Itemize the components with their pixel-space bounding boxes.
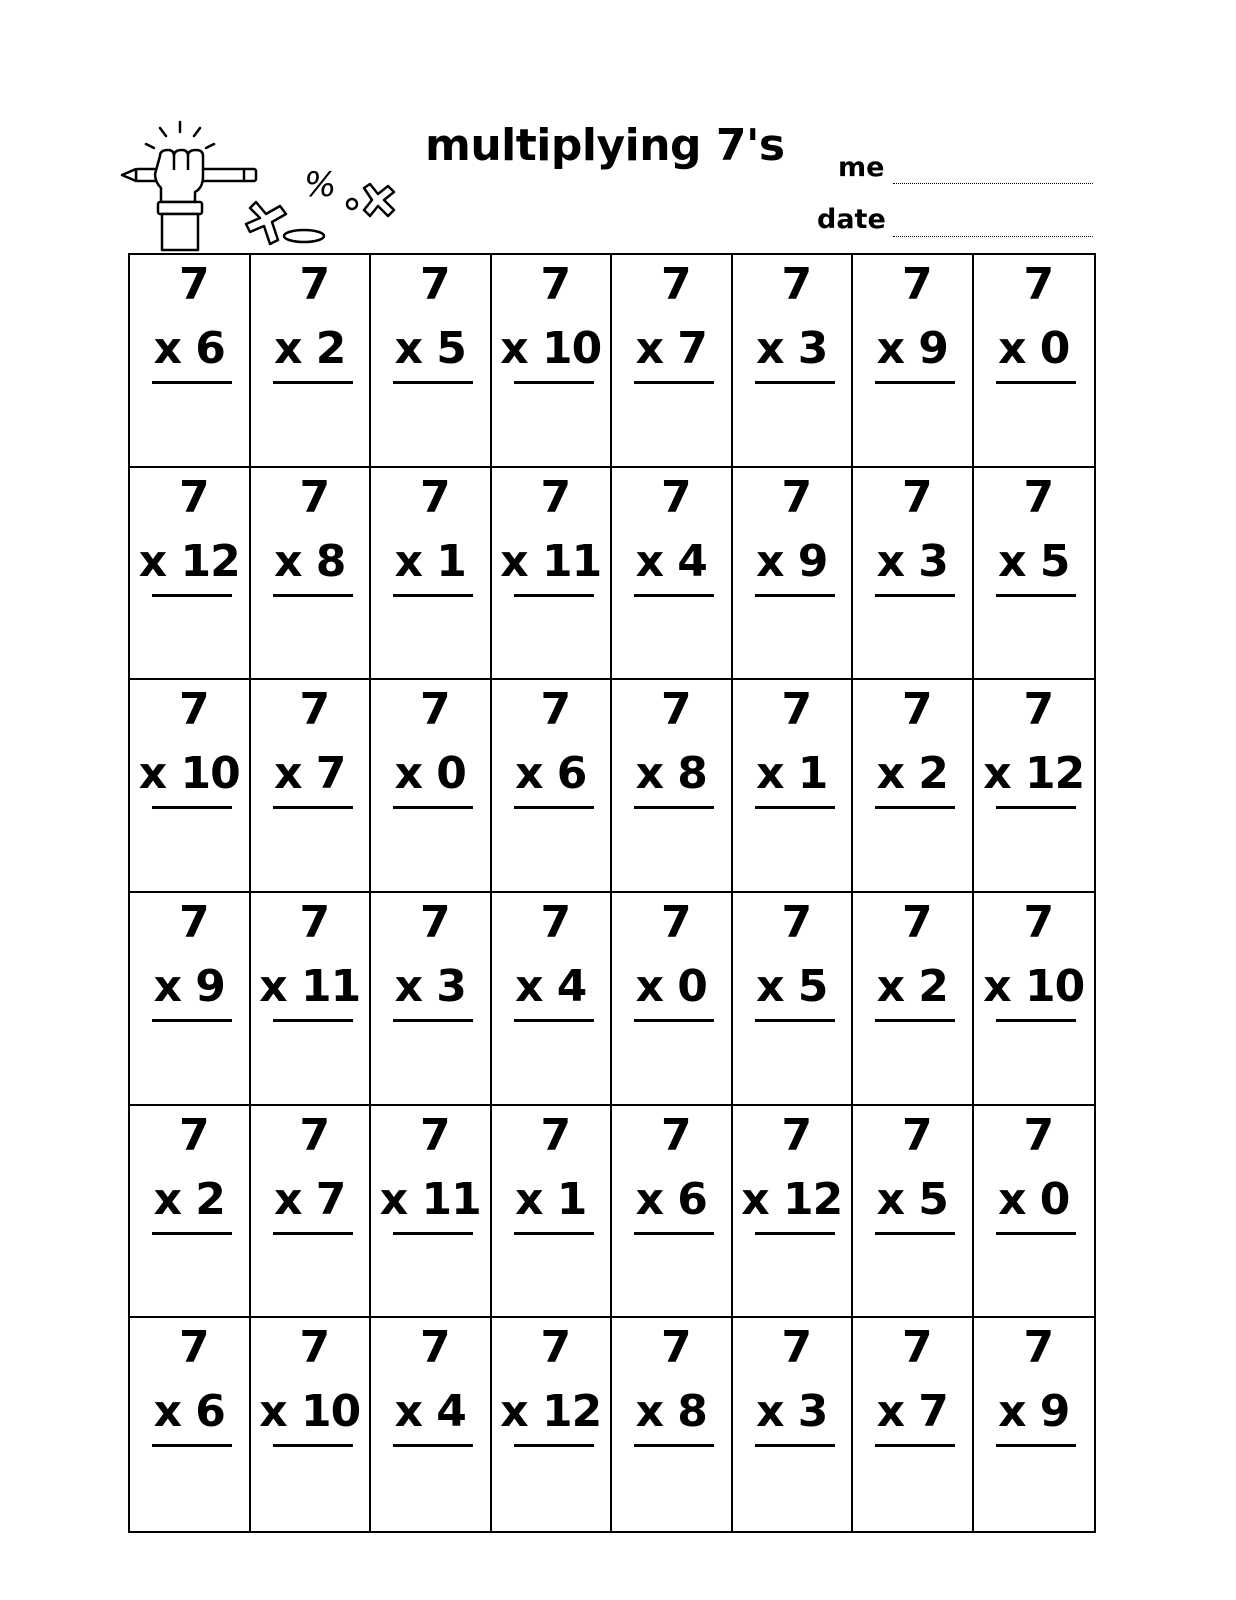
answer-line — [273, 1019, 353, 1022]
problem-cell[interactable] — [130, 255, 251, 468]
problem-cell[interactable] — [130, 893, 251, 1106]
answer-line — [875, 381, 955, 384]
multiplier: x 2 — [876, 961, 948, 1012]
answer-line — [875, 806, 955, 809]
problem-cell[interactable] — [733, 893, 854, 1106]
answer-line — [996, 1232, 1076, 1235]
answer-line — [514, 594, 594, 597]
answer-line — [634, 1019, 714, 1022]
answer-line — [514, 381, 594, 384]
multiplicand: 7 — [178, 897, 210, 948]
multiplier: x 6 — [153, 323, 225, 374]
answer-line — [152, 1232, 232, 1235]
problem-cell[interactable] — [371, 1318, 492, 1531]
multiplier: x 6 — [153, 1386, 225, 1438]
problem-cell[interactable] — [130, 1318, 251, 1531]
multiplicand: 7 — [660, 1322, 692, 1374]
multiplier: x 7 — [876, 1386, 948, 1438]
multiplicand: 7 — [781, 471, 813, 523]
multiplicand: 7 — [299, 897, 331, 948]
answer-line — [152, 381, 232, 384]
answer-line — [514, 1019, 594, 1022]
multiplier: x 5 — [876, 1173, 948, 1225]
multiplicand: 7 — [299, 1322, 331, 1374]
multiplier: x 1 — [394, 535, 466, 587]
answer-line — [634, 381, 714, 384]
multiplicand: 7 — [299, 471, 331, 523]
multiplier: x 2 — [876, 748, 948, 800]
multiplier: x 9 — [876, 323, 948, 374]
problem-cell[interactable] — [130, 1106, 251, 1319]
multiplier: x 11 — [500, 535, 602, 587]
answer-line — [273, 381, 353, 384]
multiplicand: 7 — [781, 1322, 813, 1374]
problem-cell[interactable] — [492, 1106, 613, 1319]
multiplier: x 0 — [998, 323, 1070, 374]
problem-cell[interactable] — [733, 255, 854, 468]
answer-line — [152, 594, 232, 597]
multiplicand: 7 — [540, 259, 572, 310]
problem-cell[interactable] — [853, 893, 974, 1106]
multiplicand: 7 — [540, 1109, 572, 1161]
answer-line — [755, 594, 835, 597]
problem-cell[interactable] — [974, 255, 1095, 468]
problem-cell[interactable] — [853, 1318, 974, 1531]
problem-cell[interactable] — [492, 893, 613, 1106]
multiplier: x 2 — [274, 323, 346, 374]
answer-line — [514, 1232, 594, 1235]
multiplier: x 3 — [756, 1386, 828, 1438]
date-field[interactable] — [893, 236, 1093, 237]
multiplicand: 7 — [178, 1322, 210, 1374]
problem-cell[interactable] — [733, 680, 854, 893]
multiplier: x 10 — [259, 1386, 361, 1438]
multiplicand: 7 — [178, 1109, 210, 1161]
multiplier: x 12 — [983, 748, 1085, 800]
answer-line — [393, 806, 473, 809]
problem-cell[interactable] — [251, 255, 372, 468]
percent-symbol: % — [304, 165, 337, 205]
multiplicand: 7 — [419, 471, 451, 523]
problem-cell[interactable] — [612, 680, 733, 893]
answer-line — [634, 594, 714, 597]
problem-cell[interactable] — [492, 680, 613, 893]
answer-line — [996, 806, 1076, 809]
multiplier: x 6 — [515, 748, 587, 800]
problem-cell[interactable] — [733, 468, 854, 681]
multiplicand: 7 — [901, 259, 933, 310]
multiplicand: 7 — [178, 684, 210, 736]
multiplier: x 9 — [153, 961, 225, 1012]
problem-cell[interactable] — [371, 255, 492, 468]
answer-line — [996, 381, 1076, 384]
multiplier: x 7 — [635, 323, 707, 374]
answer-line — [273, 1232, 353, 1235]
multiplicand: 7 — [1023, 471, 1055, 523]
worksheet-title: multiplying 7's — [425, 120, 785, 171]
name-label: me — [838, 152, 885, 183]
hand-pencil-math-icon — [118, 118, 408, 253]
problem-cell[interactable] — [371, 468, 492, 681]
multiplier: x 4 — [394, 1386, 466, 1438]
multiplier: x 12 — [138, 535, 240, 587]
problem-cell[interactable] — [371, 1106, 492, 1319]
multiplier: x 0 — [394, 748, 466, 800]
multiplier: x 8 — [635, 748, 707, 800]
multiplier: x 0 — [635, 961, 707, 1012]
multiplier: x 12 — [500, 1386, 602, 1438]
answer-line — [152, 1444, 232, 1447]
multiplicand: 7 — [901, 1109, 933, 1161]
problem-cell[interactable] — [974, 1318, 1095, 1531]
problem-cell[interactable] — [733, 1106, 854, 1319]
multiplicand: 7 — [781, 684, 813, 736]
answer-line — [875, 1444, 955, 1447]
multiplier: x 11 — [259, 961, 361, 1012]
answer-line — [875, 1019, 955, 1022]
multiplier: x 5 — [756, 961, 828, 1012]
answer-line — [755, 1444, 835, 1447]
problem-cell[interactable] — [612, 893, 733, 1106]
multiplicand: 7 — [1023, 897, 1055, 948]
answer-line — [393, 1232, 473, 1235]
problem-cell[interactable] — [853, 1106, 974, 1319]
multiplicand: 7 — [1023, 259, 1055, 310]
problem-cell[interactable] — [251, 1318, 372, 1531]
multiplicand: 7 — [660, 684, 692, 736]
problem-cell[interactable] — [251, 1106, 372, 1319]
problem-cell[interactable] — [853, 255, 974, 468]
multiplier: x 0 — [998, 1173, 1070, 1225]
multiplicand: 7 — [781, 1109, 813, 1161]
multiplicand: 7 — [781, 259, 813, 310]
multiplier: x 9 — [998, 1386, 1070, 1438]
answer-line — [152, 806, 232, 809]
answer-line — [273, 1444, 353, 1447]
multiplicand: 7 — [660, 471, 692, 523]
answer-line — [514, 806, 594, 809]
date-label: date — [817, 204, 886, 235]
problem-cell[interactable] — [130, 680, 251, 893]
multiplier: x 8 — [274, 535, 346, 587]
answer-line — [755, 806, 835, 809]
answer-line — [875, 1232, 955, 1235]
answer-line — [273, 594, 353, 597]
multiplier: x 12 — [741, 1173, 843, 1225]
multiplier: x 8 — [635, 1386, 707, 1438]
multiplicand: 7 — [901, 684, 933, 736]
multiplier: x 3 — [394, 961, 466, 1012]
problem-cell[interactable] — [130, 468, 251, 681]
multiplier: x 5 — [998, 535, 1070, 587]
multiplicand: 7 — [660, 897, 692, 948]
multiplicand: 7 — [419, 684, 451, 736]
answer-line — [996, 594, 1076, 597]
answer-line — [755, 381, 835, 384]
multiplier: x 2 — [153, 1173, 225, 1225]
multiplier: x 1 — [756, 748, 828, 800]
answer-line — [393, 381, 473, 384]
problem-cell[interactable] — [974, 893, 1095, 1106]
multiplicand: 7 — [1023, 1109, 1055, 1161]
multiplicand: 7 — [299, 1109, 331, 1161]
problem-cell[interactable] — [974, 1106, 1095, 1319]
name-field[interactable] — [893, 183, 1093, 184]
answer-line — [755, 1232, 835, 1235]
answer-line — [875, 594, 955, 597]
multiplier: x 5 — [394, 323, 466, 374]
answer-line — [996, 1444, 1076, 1447]
multiplier: x 3 — [756, 323, 828, 374]
problem-cell[interactable] — [733, 1318, 854, 1531]
problem-cell[interactable] — [612, 1106, 733, 1319]
multiplier: x 3 — [876, 535, 948, 587]
multiplicand: 7 — [901, 471, 933, 523]
problem-cell[interactable] — [251, 468, 372, 681]
answer-line — [514, 1444, 594, 1447]
multiplicand: 7 — [660, 259, 692, 310]
problem-cell[interactable] — [974, 468, 1095, 681]
multiplicand: 7 — [540, 1322, 572, 1374]
multiplicand: 7 — [901, 897, 933, 948]
multiplier: x 11 — [379, 1173, 481, 1225]
multiplicand: 7 — [299, 259, 331, 310]
multiplicand: 7 — [419, 897, 451, 948]
multiplier: x 7 — [274, 748, 346, 800]
multiplicand: 7 — [1023, 684, 1055, 736]
answer-line — [996, 1019, 1076, 1022]
problem-cell[interactable] — [251, 893, 372, 1106]
multiplicand: 7 — [540, 897, 572, 948]
problem-cell[interactable] — [612, 255, 733, 468]
problem-grid — [128, 253, 1096, 1533]
answer-line — [152, 1019, 232, 1022]
multiplier: x 9 — [756, 535, 828, 587]
answer-line — [393, 594, 473, 597]
multiplicand: 7 — [901, 1322, 933, 1374]
problem-cell[interactable] — [853, 680, 974, 893]
problem-cell[interactable] — [371, 680, 492, 893]
problem-cell[interactable] — [853, 468, 974, 681]
multiplicand: 7 — [299, 684, 331, 736]
answer-line — [273, 806, 353, 809]
multiplier: x 10 — [500, 323, 602, 374]
multiplier: x 10 — [983, 961, 1085, 1012]
multiplicand: 7 — [178, 259, 210, 310]
problem-cell[interactable] — [492, 1318, 613, 1531]
multiplicand: 7 — [178, 471, 210, 523]
problem-cell[interactable] — [612, 468, 733, 681]
answer-line — [634, 1444, 714, 1447]
problem-cell[interactable] — [371, 893, 492, 1106]
multiplicand: 7 — [540, 471, 572, 523]
multiplicand: 7 — [419, 1322, 451, 1374]
multiplicand: 7 — [1023, 1322, 1055, 1374]
multiplicand: 7 — [419, 1109, 451, 1161]
multiplicand: 7 — [781, 897, 813, 948]
multiplier: x 1 — [515, 1173, 587, 1225]
answer-line — [393, 1444, 473, 1447]
problem-cell[interactable] — [974, 680, 1095, 893]
multiplicand: 7 — [660, 1109, 692, 1161]
multiplier: x 6 — [635, 1173, 707, 1225]
multiplier: x 7 — [274, 1173, 346, 1225]
multiplier: x 4 — [515, 961, 587, 1012]
answer-line — [634, 806, 714, 809]
answer-line — [393, 1019, 473, 1022]
problem-cell[interactable] — [612, 1318, 733, 1531]
answer-line — [755, 1019, 835, 1022]
problem-cell[interactable] — [492, 468, 613, 681]
multiplier: x 4 — [635, 535, 707, 587]
problem-cell[interactable] — [251, 680, 372, 893]
answer-line — [634, 1232, 714, 1235]
problem-cell[interactable] — [492, 255, 613, 468]
multiplicand: 7 — [419, 259, 451, 310]
multiplier: x 10 — [138, 748, 240, 800]
multiplicand: 7 — [540, 684, 572, 736]
